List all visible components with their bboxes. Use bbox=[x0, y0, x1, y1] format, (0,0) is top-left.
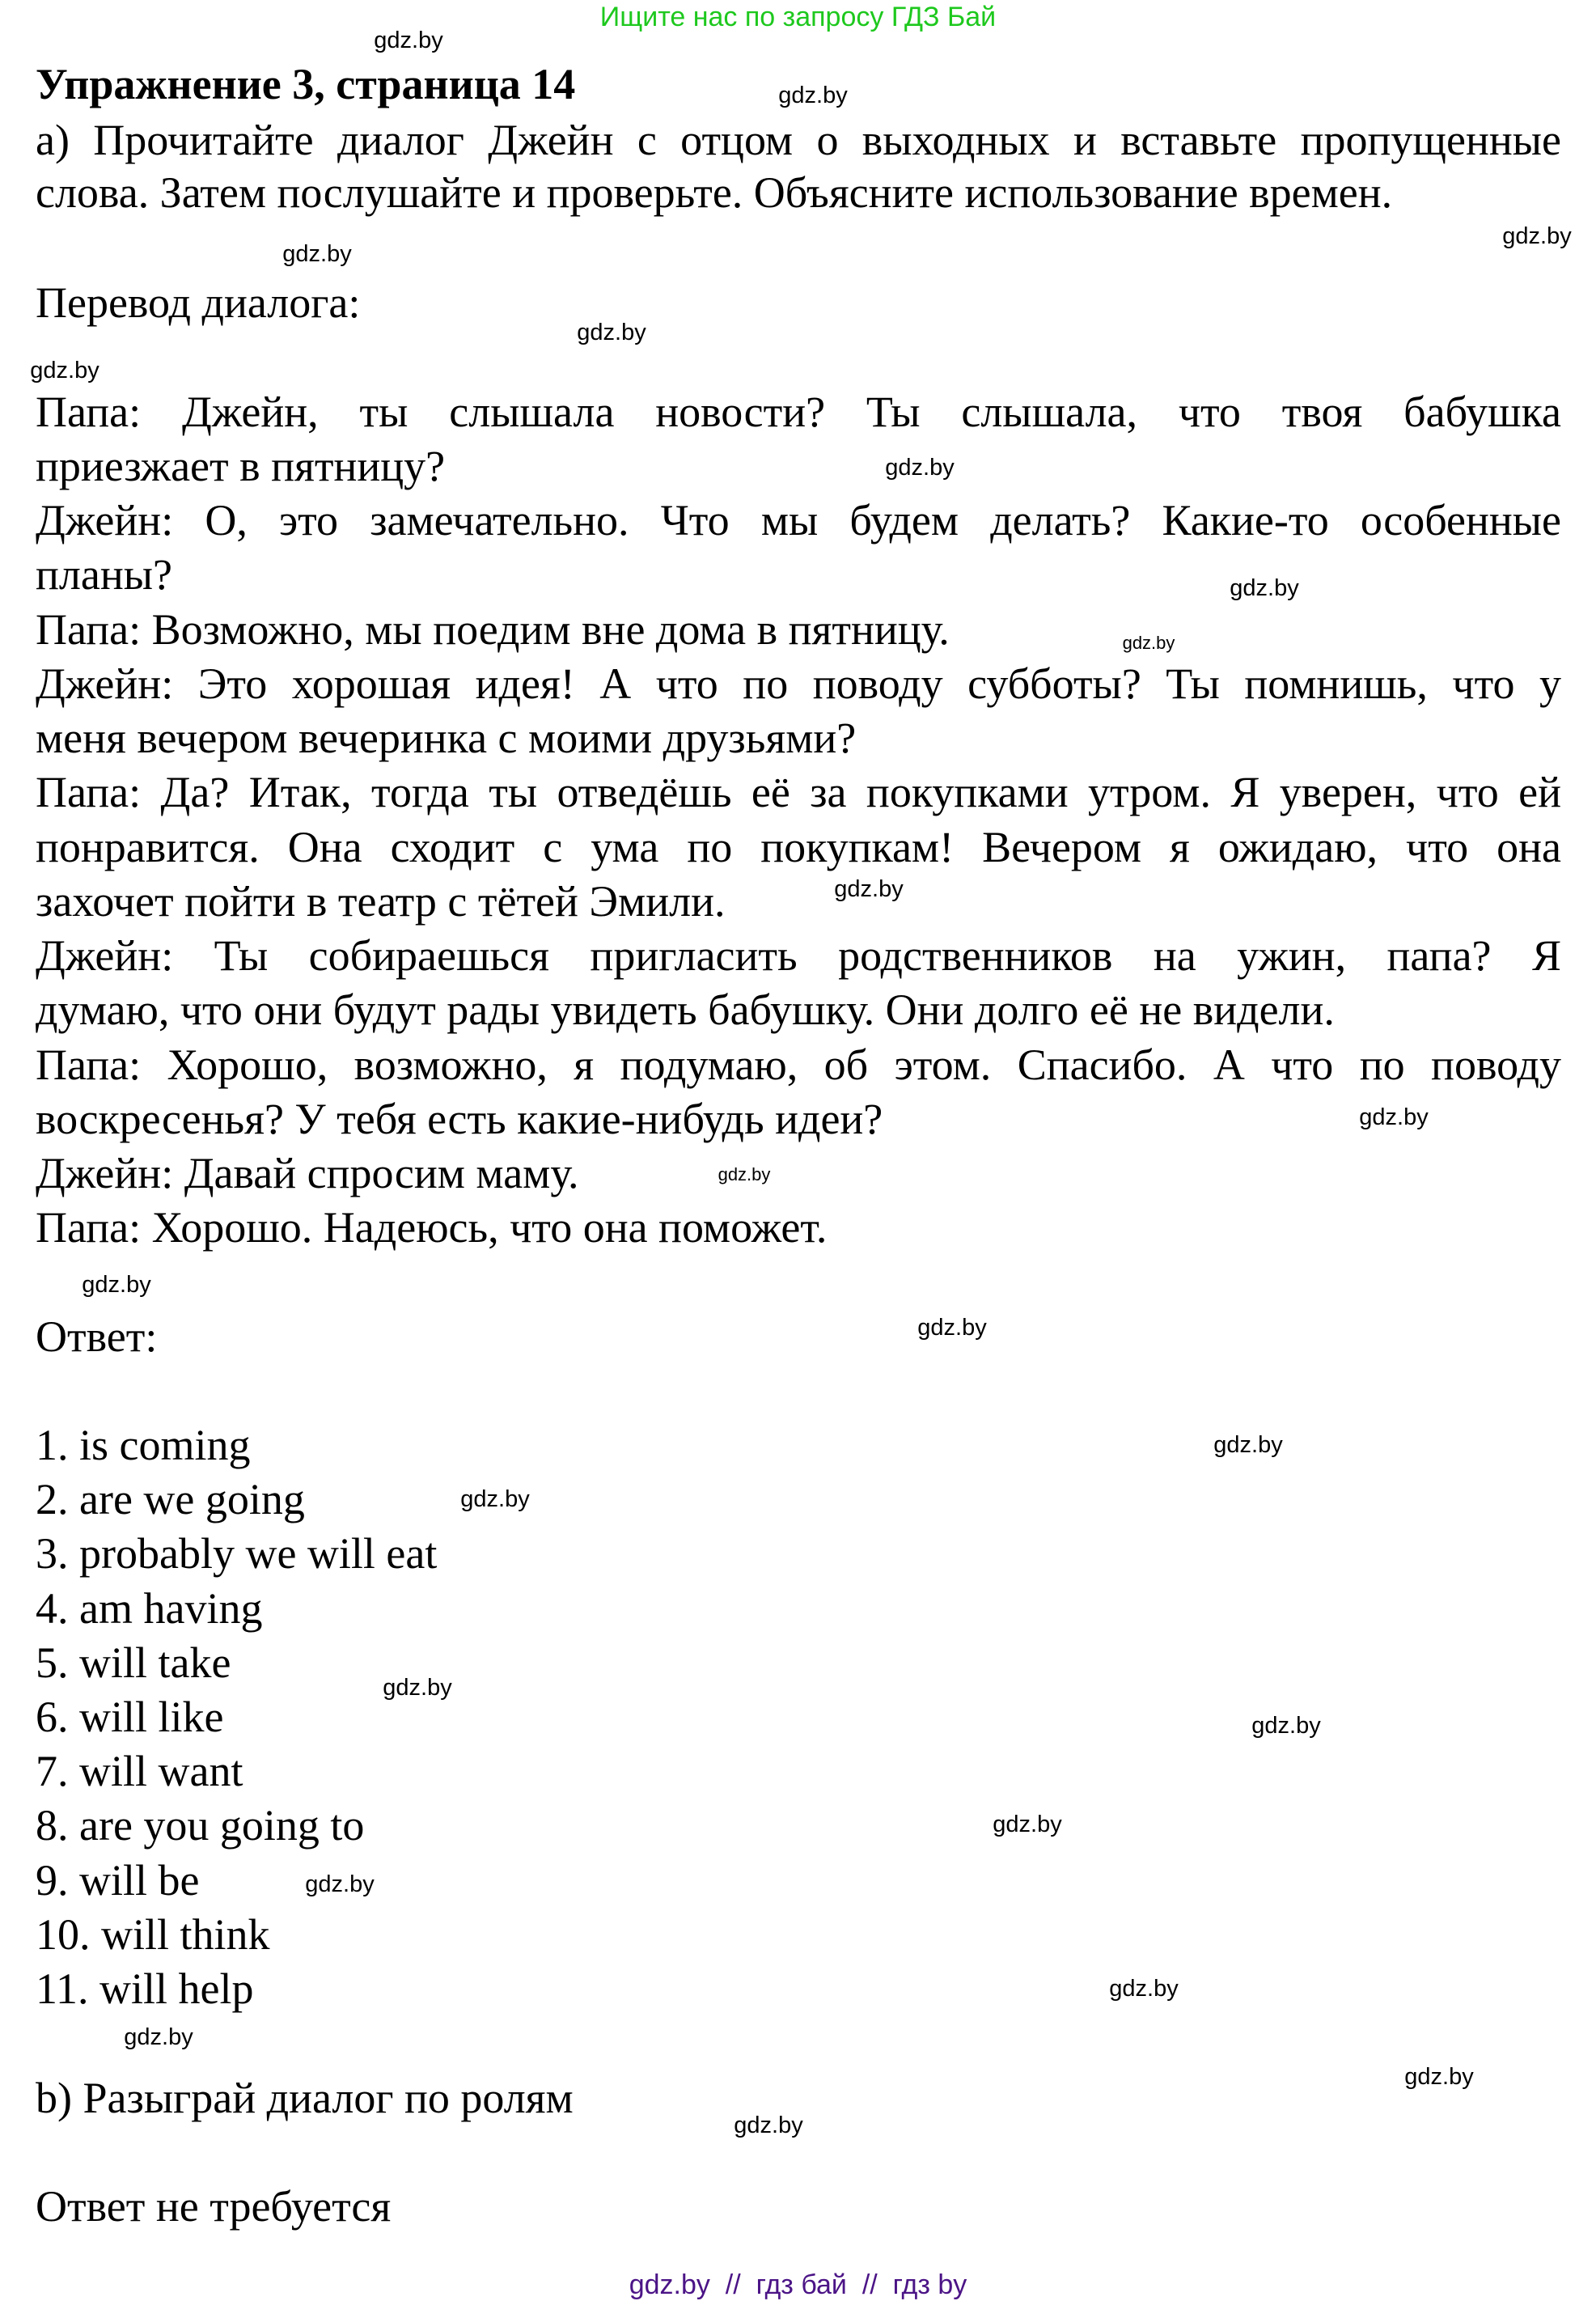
watermark: gdz.by bbox=[30, 358, 99, 384]
dialog-line: Папа: Возможно, мы поедим вне дома в пятницу. bbox=[36, 605, 950, 654]
page-title: Упражнение 3, страница 14 bbox=[36, 60, 576, 108]
answer-item: 4. am having bbox=[36, 1583, 263, 1633]
watermark: gdz.by bbox=[374, 28, 443, 53]
watermark: gdz.by bbox=[718, 1164, 771, 1184]
watermark: gdz.by bbox=[1502, 223, 1572, 249]
dialog-line: Джейн: О, это замечательно. Что мы будем делать? Какие-то особенные bbox=[36, 496, 1561, 545]
watermark: gdz.by bbox=[305, 1871, 375, 1897]
watermark: gdz.by bbox=[1230, 575, 1299, 601]
answer-item: 2. are we going bbox=[36, 1475, 305, 1524]
watermark: gdz.by bbox=[577, 320, 646, 345]
task-b-answer: Ответ не требуется bbox=[36, 2182, 392, 2231]
answer-heading: Ответ: bbox=[36, 1312, 158, 1361]
watermark: gdz.by bbox=[383, 1675, 452, 1701]
watermark: gdz.by bbox=[460, 1486, 530, 1512]
watermark: gdz.by bbox=[917, 1315, 987, 1341]
watermark: gdz.by bbox=[778, 83, 848, 108]
watermark: gdz.by bbox=[1251, 1713, 1321, 1739]
dialog-line: приезжает в пятницу? bbox=[36, 442, 446, 490]
watermark: gdz.by bbox=[734, 2112, 803, 2138]
dialog-line: Джейн: Это хорошая идея! А что по поводу субботы? Ты помнишь, что у bbox=[36, 659, 1561, 708]
watermark: gdz.by bbox=[282, 241, 352, 267]
dialog-line: Папа: Хорошо, возможно, я подумаю, об этом. Спасибо. А что по поводу bbox=[36, 1040, 1561, 1089]
dialog-line: понравится. Она сходит с ума по покупкам! Вечером я ожидаю, что она bbox=[36, 823, 1561, 871]
answer-item: 6. will like bbox=[36, 1693, 224, 1741]
watermark: gdz.by bbox=[993, 1812, 1062, 1837]
dialog-line: Папа: Хорошо. Надеюсь, что она поможет. bbox=[36, 1203, 828, 1252]
task-b: b) Разыграй диалог по ролям bbox=[36, 2074, 574, 2122]
search-banner: Ищите нас по запросу ГДЗ Бай bbox=[599, 2, 997, 32]
answer-item: 1. is coming bbox=[36, 1421, 251, 1469]
dialog-line: Джейн: Давай спросим маму. bbox=[36, 1149, 579, 1197]
watermark: gdz.by bbox=[82, 1272, 151, 1298]
footer-links[interactable]: gdz.by // гдз бай // гдз by bbox=[629, 2269, 967, 2300]
task-a-line: слова. Затем послушайте и проверьте. Объясните использование времен. bbox=[36, 168, 1393, 217]
answer-item: 11. will help bbox=[36, 1964, 254, 2013]
watermark: gdz.by bbox=[885, 455, 955, 481]
watermark: gdz.by bbox=[1359, 1104, 1429, 1130]
watermark: gdz.by bbox=[1213, 1432, 1283, 1458]
watermark: gdz.by bbox=[1109, 1976, 1179, 2002]
dialog-line: захочет пойти в театр с тётей Эмили. bbox=[36, 877, 726, 926]
answer-item: 9. will be bbox=[36, 1855, 200, 1905]
answer-item: 5. will take bbox=[36, 1638, 231, 1687]
answer-item: 7. will want bbox=[36, 1747, 243, 1796]
dialog-line: Папа: Да? Итак, тогда ты отведёшь её за покупками утром. Я уверен, что ей bbox=[36, 768, 1561, 816]
watermark: gdz.by bbox=[1122, 633, 1175, 653]
dialog-line: Джейн: Ты собираешься пригласить родственников на ужин, папа? Я bbox=[36, 931, 1561, 980]
dialog-line: думаю, что они будут рады увидеть бабушку. Они долго её не видели. bbox=[36, 985, 1335, 1034]
watermark: gdz.by bbox=[1404, 2064, 1474, 2090]
answer-item: 8. are you going to bbox=[36, 1801, 365, 1850]
watermark: gdz.by bbox=[834, 876, 904, 902]
dialog-line: Папа: Джейн, ты слышала новости? Ты слышала, что твоя бабушка bbox=[36, 388, 1561, 436]
answer-item: 10. will think bbox=[36, 1909, 270, 1959]
watermark: gdz.by bbox=[124, 2024, 193, 2050]
task-a-line: а) Прочитайте диалог Джейн с отцом о выходных и вставьте пропущенные bbox=[36, 116, 1561, 164]
translation-heading: Перевод диалога: bbox=[36, 278, 361, 327]
dialog-line: меня вечером вечеринка с моими друзьями? bbox=[36, 714, 857, 762]
answer-item: 3. probably we will eat bbox=[36, 1529, 438, 1578]
dialog-line: воскресенья? У тебя есть какие-нибудь идеи? bbox=[36, 1095, 883, 1143]
dialog-line: планы? bbox=[36, 550, 172, 599]
